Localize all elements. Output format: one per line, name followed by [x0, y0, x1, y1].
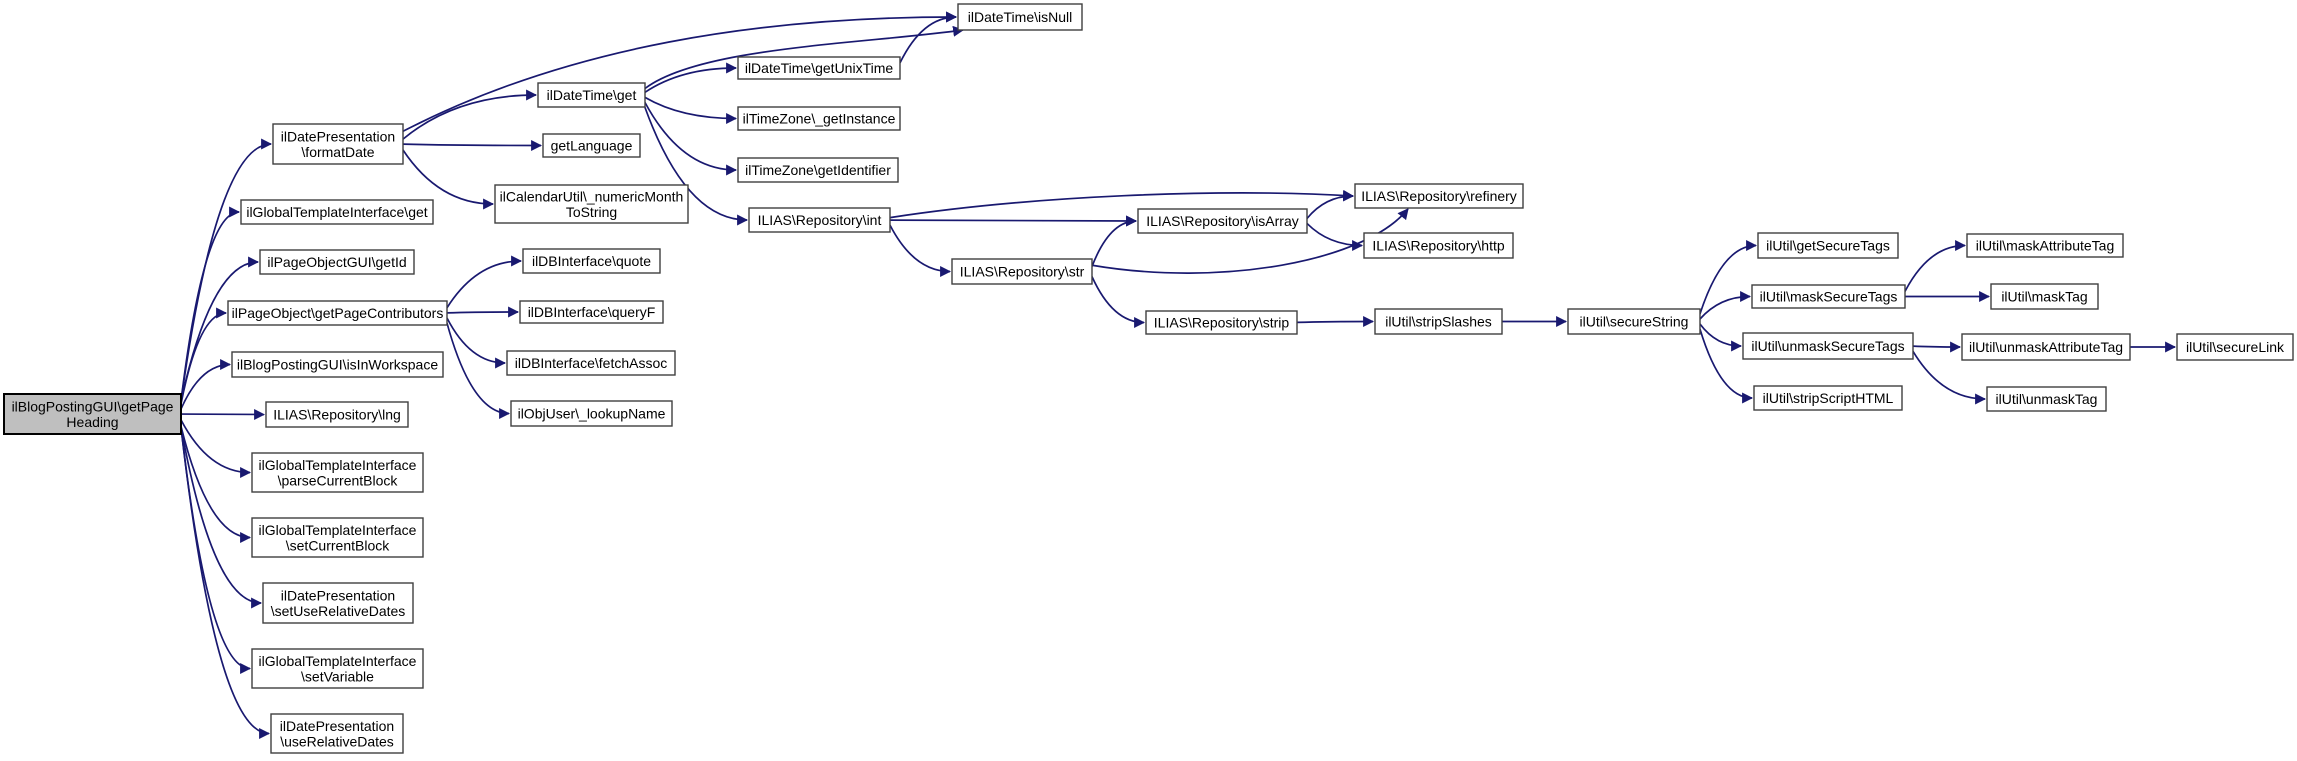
call-edge-repStr-to-strip [1092, 277, 1144, 323]
graph-node-getSecureTags[interactable] [1758, 233, 1898, 258]
graph-node-gtiGet[interactable] [241, 200, 433, 224]
graph-node-label: ilUtil\stripSlashes [1385, 313, 1492, 330]
graph-node-setCurrentBlock[interactable] [252, 518, 423, 557]
graph-node-getLanguage[interactable] [543, 134, 640, 157]
graph-node-useRelativeDates[interactable] [271, 714, 403, 753]
graph-node-label: ilDateTime\get [546, 87, 637, 103]
graph-node-setVariable[interactable] [252, 649, 423, 688]
call-edge-repInt-to-isArray [890, 220, 1136, 221]
graph-node-label: ilUtil\maskSecureTags [1759, 288, 1898, 305]
graph-node-label: ilGlobalTemplateInterface \parseCurrentBlock [258, 456, 417, 489]
graph-node-label: ilUtil\unmaskTag [1995, 391, 2098, 407]
graph-node-getPageHeading[interactable] [4, 394, 181, 434]
graph-node-label: ilBlogPostingGUI\getPage Heading [11, 398, 174, 430]
graph-node-queryF[interactable] [520, 301, 663, 323]
graph-node-lookupName[interactable] [511, 401, 672, 426]
graph-node-label: ILIAS\Repository\str [959, 263, 1085, 280]
call-edge-unmaskSecureTags-to-unmaskAttributeTag [1913, 346, 1960, 347]
call-edge-formatDate-to-dtGet [403, 95, 536, 139]
graph-node-label: ilDatePresentation \formatDate [280, 128, 396, 160]
call-edge-getPageContributors-to-queryF [447, 312, 518, 313]
graph-node-label: ilTimeZone\_getInstance [742, 110, 896, 127]
graph-node-label: ilDBInterface\queryF [527, 304, 656, 320]
graph-node-label: ilDatePresentation \setUseRelativeDates [270, 587, 406, 619]
call-edge-secureString-to-maskSecureTags [1700, 297, 1750, 320]
graph-node-secureString[interactable] [1568, 309, 1700, 334]
graph-node-setUseRelativeDates[interactable] [263, 583, 413, 623]
graph-node-label: getLanguage [550, 137, 633, 154]
call-edge-dtGet-to-getInstance [645, 97, 736, 118]
graph-node-unmaskAttributeTag[interactable] [1962, 334, 2130, 360]
graph-node-getId[interactable] [260, 250, 414, 274]
call-edge-strip-to-stripSlashes [1297, 322, 1373, 323]
graph-node-label: ILIAS\Repository\int [757, 212, 882, 228]
graph-node-maskSecureTags[interactable] [1752, 285, 1905, 308]
call-edge-repStr-to-isArray [1092, 221, 1136, 266]
graph-node-label: ilUtil\getSecureTags [1766, 237, 1890, 254]
call-edge-getPageHeading-to-setCurrentBlock [181, 426, 250, 537]
call-edge-getPageContributors-to-quote [447, 261, 521, 308]
graph-node-stripSlashes[interactable] [1375, 309, 1502, 334]
graph-node-label: ILIAS\Repository\refinery [1361, 188, 1517, 204]
graph-node-label: ILIAS\Repository\strip [1153, 314, 1290, 331]
call-edge-isArray-to-refinery [1307, 196, 1353, 219]
graph-node-label: ilCalendarUtil\_numericMonth ToString [499, 188, 684, 220]
graph-node-label: ilDateTime\isNull [967, 9, 1073, 25]
graph-node-isNull[interactable] [958, 4, 1082, 30]
graph-node-label: ilDateTime\getUnixTime [744, 60, 894, 76]
graph-node-getUnixTime[interactable] [738, 57, 900, 79]
graph-node-isInWorkspace[interactable] [232, 352, 443, 377]
graph-node-numericMonthToString[interactable] [495, 185, 688, 223]
call-edge-dtGet-to-getIdentifier [645, 103, 736, 171]
graph-node-label: ilDatePresentation \useRelativeDates [279, 717, 395, 750]
graph-node-lng[interactable] [266, 402, 408, 427]
call-edge-repInt-to-repStr [890, 225, 950, 271]
graph-node-strip[interactable] [1146, 311, 1297, 334]
graph-node-unmaskTag[interactable] [1987, 387, 2106, 411]
call-edge-getUnixTime-to-isNull [900, 17, 956, 63]
graph-node-getIdentifier[interactable] [738, 158, 898, 182]
graph-node-label: ILIAS\Repository\lng [273, 406, 401, 423]
graph-node-unmaskSecureTags[interactable] [1743, 333, 1913, 359]
graph-node-repInt[interactable] [749, 208, 890, 232]
graph-node-refinery[interactable] [1355, 184, 1523, 208]
graph-node-label: ilDBInterface\quote [531, 253, 652, 269]
graph-node-label: ilGlobalTemplateInterface\get [246, 204, 428, 220]
graph-node-label: ilUtil\maskAttributeTag [1975, 237, 2115, 254]
call-edge-secureString-to-getSecureTags [1700, 246, 1756, 314]
graph-node-getInstance[interactable] [738, 107, 900, 130]
graph-node-label: ilObjUser\_lookupName [517, 405, 666, 422]
call-edge-secureString-to-unmaskSecureTags [1700, 324, 1741, 346]
graph-node-fetchAssoc[interactable] [507, 351, 675, 375]
graph-node-label: ilUtil\maskTag [2001, 288, 2088, 305]
graph-node-isArray[interactable] [1138, 209, 1307, 233]
call-edge-getPageContributors-to-fetchAssoc [447, 318, 505, 363]
call-edge-maskSecureTags-to-maskAttributeTag [1905, 246, 1965, 292]
call-edge-isArray-to-http [1307, 223, 1362, 245]
graph-node-label: ilUtil\secureLink [2185, 339, 2285, 355]
graph-node-stripScriptHTML[interactable] [1754, 386, 1902, 410]
graph-node-http[interactable] [1364, 233, 1513, 258]
graph-node-label: ILIAS\Repository\http [1372, 237, 1505, 254]
graph-node-label: ILIAS\Repository\isArray [1146, 213, 1299, 229]
graph-node-label: ilGlobalTemplateInterface \setVariable [258, 652, 417, 685]
graph-node-label: ilPageObject\getPageContributors [231, 305, 444, 321]
graph-node-label: ilBlogPostingGUI\isInWorkspace [236, 356, 439, 373]
graph-node-label: ilUtil\unmaskSecureTags [1751, 338, 1905, 354]
graph-node-label: ilUtil\unmaskAttributeTag [1968, 339, 2124, 355]
call-edge-getPageContributors-to-lookupName [447, 323, 509, 413]
graph-node-formatDate[interactable] [273, 124, 403, 164]
graph-node-label: ilGlobalTemplateInterface \setCurrentBlock [258, 521, 417, 554]
graph-node-maskTag[interactable] [1991, 284, 2098, 309]
graph-node-maskAttributeTag[interactable] [1967, 234, 2123, 257]
graph-node-getPageContributors[interactable] [228, 301, 447, 325]
graph-node-label: ilUtil\secureString [1579, 313, 1689, 330]
call-edge-formatDate-to-getLanguage [403, 144, 541, 145]
graph-node-label: ilUtil\stripScriptHTML [1762, 390, 1894, 406]
graph-node-secureLink[interactable] [2177, 334, 2293, 360]
graph-node-parseCurrentBlock[interactable] [252, 453, 423, 492]
graph-node-label: ilTimeZone\getIdentifier [745, 162, 891, 178]
graph-node-label: ilDBInterface\fetchAssoc [514, 355, 668, 371]
graph-node-quote[interactable] [523, 249, 660, 273]
graph-node-dtGet[interactable] [538, 83, 645, 107]
graph-node-repStr[interactable] [952, 259, 1092, 284]
graph-node-label: ilPageObjectGUI\getId [267, 254, 407, 270]
call-edge-formatDate-to-numericMonthToString [403, 150, 493, 204]
